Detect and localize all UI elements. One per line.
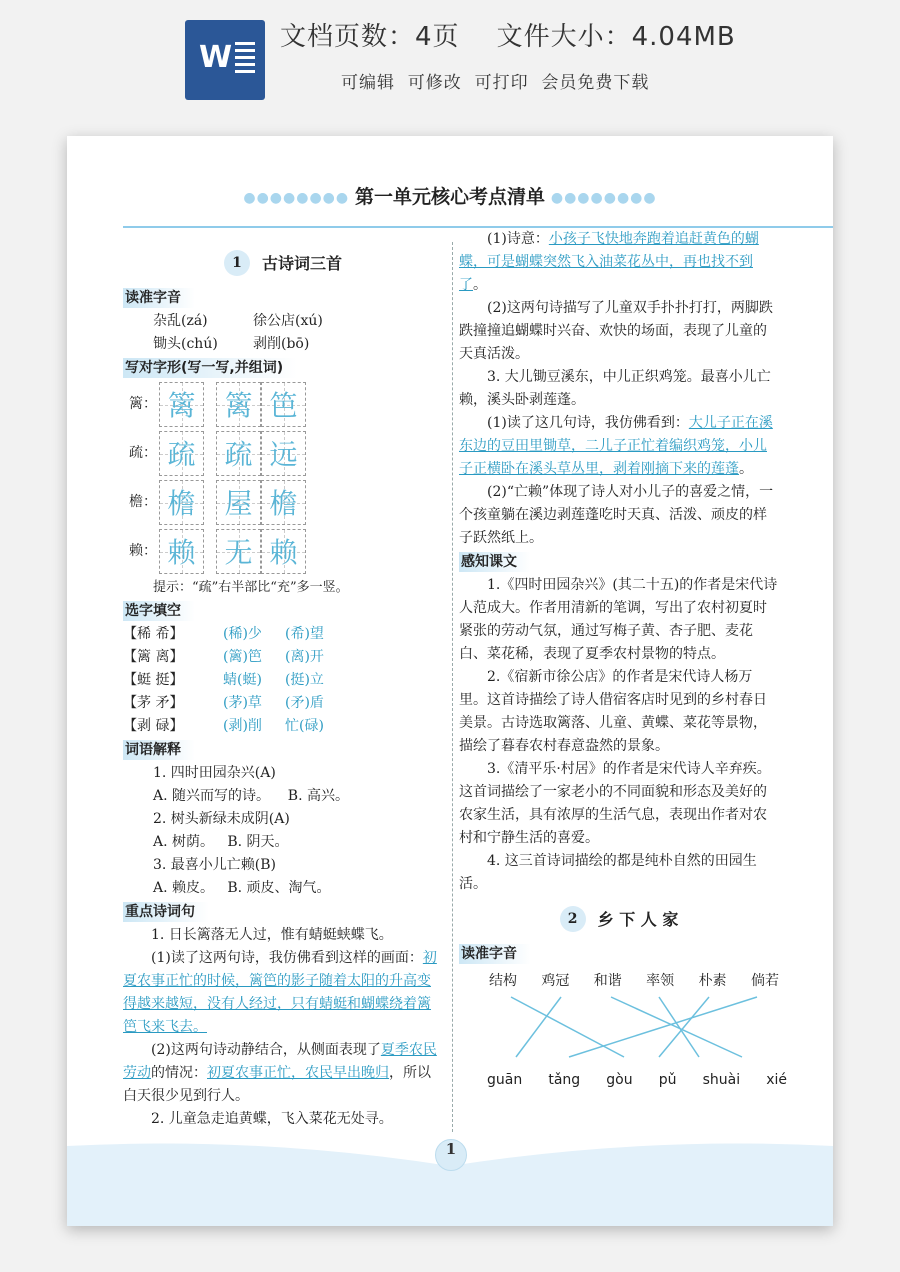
- page-number: 1: [435, 1139, 467, 1171]
- match-word: 鸡冠: [541, 973, 570, 989]
- pinyin-item: 剥削(bō): [253, 336, 310, 352]
- lesson-heading: [123, 250, 443, 276]
- pinyin-row: [153, 310, 443, 333]
- right-column: [459, 228, 787, 1092]
- writing-cell: 无: [216, 529, 261, 574]
- writing-cell: 远: [261, 431, 306, 476]
- writing-cell: 赖: [159, 529, 204, 574]
- document-page: [67, 136, 833, 1226]
- pick-row: 【篱 离】 (篱)笆 (离)开: [123, 649, 324, 665]
- section-heading: 感知课文: [459, 552, 531, 572]
- match-pinyin-item: shuài: [702, 1072, 741, 1088]
- writing-cell: 疏: [159, 431, 204, 476]
- pinyin-item: 杂乱(zá): [153, 313, 208, 329]
- match-pinyin-item: tǎng: [548, 1072, 581, 1088]
- match-word: 和谐: [593, 973, 622, 989]
- word-document-icon: [185, 20, 265, 100]
- word-question: 1. 四时田园杂兴(A): [153, 765, 276, 781]
- word-icon-letter: W: [199, 40, 233, 75]
- writing-cell: 檐: [261, 480, 306, 525]
- match-word: 朴素: [698, 973, 727, 989]
- word-options: A. 随兴而写的诗。 B. 高兴。: [153, 788, 349, 804]
- poem-line: 3. 大儿锄豆溪东，中儿正织鸡笼。最喜小儿亡赖，溪头卧剥莲蓬。: [459, 369, 771, 408]
- poem-analysis: (1)诗意：小孩子飞快地奔跑着追赶黄色的蝴蝶，可是蝴蝶突然飞入油菜花丛中，再也找不到了。: [459, 231, 759, 293]
- writing-cell: 疏: [216, 431, 261, 476]
- pinyin-row: [153, 333, 443, 356]
- word-options: A. 赖皮。 B. 顽皮、淘气。: [153, 880, 331, 896]
- word-options: A. 树荫。 B. 阴天。: [153, 834, 289, 850]
- writing-cell: 檐: [159, 480, 204, 525]
- banner-title: 文档页数：4页 文件大小：4.04MB: [280, 22, 736, 52]
- lesson-number: 1: [224, 250, 250, 276]
- lesson-number: 2: [560, 906, 586, 932]
- left-column: [123, 246, 443, 1131]
- writing-row: [129, 429, 443, 478]
- banner-subtitle: 可编辑 可修改 可打印 会员免费下载: [341, 73, 650, 93]
- section-heading: 写对字形(写一写,并组词): [123, 358, 297, 378]
- poem-analysis: (1)读了这几句诗，我仿佛看到：大儿子正在溪东边的豆田里锄草，二儿子正忙着编织鸡笼，小儿子正横卧在溪头草丛里，剥着刚摘下来的莲蓬。: [459, 415, 773, 477]
- lesson-name: 乡 下 人 家: [597, 909, 679, 929]
- text-summary: 1.《四时田园杂兴》(其二十五)的作者是宋代诗人范成大。作者用清新的笔调，写出了农村初夏时紧张的劳动气氛，通过写梅子黄、杏子肥、麦花白、菜花稀，表现了夏季农村景物的特点。: [459, 577, 778, 662]
- match-lines: [459, 993, 779, 1061]
- pick-row: 【茅 矛】 (茅)草 (矛)盾: [123, 695, 324, 711]
- section-heading: 选字填空: [123, 601, 195, 621]
- section-heading: 重点诗词句: [123, 902, 209, 922]
- poem-analysis: (2)这两句诗动静结合，从侧面表现了夏季农民劳动的情况：初夏农事正忙，农民早出晚归，所以白天很少见到行人。: [123, 1042, 437, 1104]
- match-word: 率领: [646, 973, 675, 989]
- lesson-heading: [459, 906, 779, 932]
- char-label: 檐：: [129, 494, 157, 510]
- match-word: 结构: [489, 973, 517, 989]
- writing-tip: 提示：“疏”右半部比“充”多一竖。: [153, 580, 349, 595]
- writing-cell: 赖: [261, 529, 306, 574]
- column-divider: [452, 242, 453, 1132]
- match-words: [489, 970, 779, 993]
- writing-cell: 屋: [216, 480, 261, 525]
- char-label: 赖：: [129, 543, 157, 559]
- writing-cell: 笆: [261, 382, 306, 427]
- writing-cell: 篱: [159, 382, 204, 427]
- poem-analysis: (2)“亡赖”体现了诗人对小儿子的喜爱之情，一个孩童躺在溪边剥莲蓬吃时天真、活泼、顽皮的样子跃然纸上。: [459, 484, 774, 546]
- pinyin-item: 锄头(chú): [153, 336, 218, 352]
- pick-row: 【稀 希】 (稀)少 (希)望: [123, 626, 324, 642]
- char-label: 篱：: [129, 396, 157, 412]
- writing-row: [129, 527, 443, 576]
- lesson-name: 古诗词三首: [261, 253, 342, 273]
- pick-row: 【剥 碌】 (剥)削 忙(碌): [123, 718, 324, 734]
- writing-cell: 篱: [216, 382, 261, 427]
- char-label: 疏：: [129, 445, 157, 461]
- match-pinyin: [487, 1069, 787, 1092]
- match-pinyin-item: pǔ: [658, 1072, 677, 1088]
- poem-line: 1. 日长篱落无人过，惟有蜻蜓蛱蝶飞。: [151, 927, 393, 943]
- pick-row: 【蜓 挺】 蜻(蜓) (挺)立: [123, 672, 324, 688]
- match-pinyin-item: gòu: [606, 1072, 633, 1088]
- pinyin-item: 徐公店(xú): [253, 313, 323, 329]
- writing-row: [129, 478, 443, 527]
- word-question: 2. 树头新绿未成阴(A): [153, 811, 290, 827]
- poem-analysis: (1)读了这两句诗，我仿佛看到这样的画面：初夏农事正忙的时候，篱笆的影子随着太阳的升高变得越来越短，没有人经过，只有蜻蜓和蝴蝶绕着篱笆飞来飞去。: [123, 950, 437, 1035]
- unit-title: ●●●●●●●● 第一单元核心考点清单 ●●●●●●●●: [243, 186, 657, 208]
- section-heading: 词语解释: [123, 740, 195, 760]
- match-word: 倘若: [750, 973, 779, 989]
- text-summary: 4. 这三首诗词描绘的都是纯朴自然的田园生活。: [459, 853, 757, 892]
- poem-line: 2. 儿童急走追黄蝶，飞入菜花无处寻。: [151, 1111, 393, 1127]
- text-summary: 2.《宿新市徐公店》的作者是宋代诗人杨万里。这首诗描绘了诗人借宿客店时见到的乡村春日美景。古诗选取篱落、儿童、黄蝶、菜花等景物，描绘了暮春农村春意盎然的景象。: [459, 669, 767, 754]
- section-heading: 读准字音: [123, 288, 195, 308]
- writing-row: [129, 380, 443, 429]
- section-heading: 读准字音: [459, 944, 531, 964]
- text-summary: 3.《清平乐·村居》的作者是宋代诗人辛弃疾。这首词描绘了一家老小的不同面貌和形态及美好的农家生活，具有浓厚的生活气息，表现出作者对农村和宁静生活的喜爱。: [459, 761, 771, 846]
- match-pinyin-item: xié: [766, 1072, 787, 1088]
- download-banner: [0, 0, 900, 120]
- poem-analysis: (2)这两句诗描写了儿童双手扑扑打打，两脚跌跌撞撞追蝴蝶时兴奋、欢快的场面，表现了儿童的天真活泼。: [459, 300, 773, 362]
- match-pinyin-item: guān: [487, 1072, 523, 1088]
- word-question: 3. 最喜小儿亡赖(B): [153, 857, 277, 873]
